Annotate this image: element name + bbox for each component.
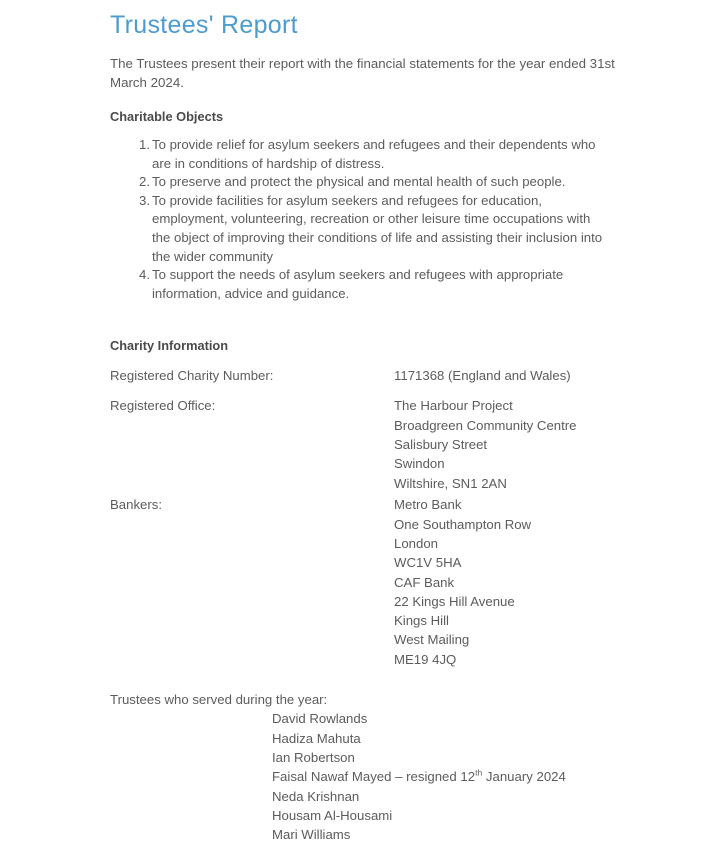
list-item [272, 825, 670, 844]
document-content [110, 10, 670, 844]
trustee-name: Faisal Nawaf Mayed – resigned 12 [272, 769, 476, 785]
trustee-name: Mari Williams [272, 827, 351, 843]
list-item-text: To preserve and protect the physical and mental health of such people. [152, 174, 566, 190]
charitable-objects-list [110, 136, 610, 303]
list-item [272, 729, 670, 748]
trustee-note: January 2024 [482, 769, 566, 785]
list-item [110, 192, 610, 266]
list-item-number: 1. [139, 137, 150, 152]
list-item [110, 173, 610, 192]
list-item [272, 767, 670, 786]
list-item-text: To provide facilities for asylum seekers and refugees for education, employment, volunteering, recreation or other leisure time occupations with the object of improving their conditions of life and assisting their inclusion into the wider community [152, 192, 603, 264]
info-label: Bankers: [110, 497, 163, 513]
address-line: Broadgreen Community Centre [394, 417, 577, 433]
address-line: West Mailing [394, 632, 470, 648]
charity-information-heading: Charity Information [110, 338, 229, 354]
info-row-registered-office [110, 396, 670, 495]
info-label: Registered Office: [110, 398, 216, 414]
info-row-bankers [110, 495, 670, 673]
address-line: 22 Kings Hill Avenue [394, 593, 515, 609]
address-line: CAF Bank [394, 574, 455, 590]
list-item [110, 136, 610, 173]
address-line: Metro Bank [394, 497, 462, 513]
address-line: London [394, 535, 439, 551]
address-line: The Harbour Project [394, 398, 513, 414]
address-line: Salisbury Street [394, 436, 488, 452]
list-item [272, 806, 670, 825]
address-line: Kings Hill [394, 613, 449, 629]
list-item-number: 2. [139, 174, 150, 190]
list-item-number: 3. [139, 192, 150, 208]
info-row-registered-charity-number [110, 366, 670, 385]
address-line: WC1V 5HA [394, 555, 462, 571]
trustee-name: Ian Robertson [272, 749, 355, 765]
info-label: Registered Charity Number: [110, 368, 274, 384]
list-item-text: To support the needs of asylum seekers and refugees with appropriate information, advice and guidance. [152, 267, 564, 301]
list-item [272, 787, 670, 806]
intro-paragraph: The Trustees present their report with the financial statements for the year ended 31st March 2024. [110, 56, 615, 90]
list-item [272, 748, 670, 767]
trustees-list [110, 709, 670, 844]
list-item-text: To provide relief for asylum seekers and refugees and their dependents who are in conditions of hardship of distress. [152, 137, 596, 171]
charitable-objects-heading: Charitable Objects [110, 109, 224, 124]
list-item-number: 4. [139, 267, 150, 283]
charity-information-section [110, 337, 670, 673]
trustees-section [110, 690, 670, 844]
address-line: One Southampton Row [394, 516, 532, 532]
list-item [110, 266, 610, 303]
page-title: Trustees' Report [110, 11, 298, 39]
trustee-name: Hadiza Mahuta [272, 730, 361, 746]
info-value: 1171368 (England and Wales) [394, 368, 571, 384]
address-line: Swindon [394, 456, 445, 472]
registered-office-address [394, 396, 577, 492]
trustees-heading: Trustees who served during the year: [110, 692, 328, 708]
ordinal-suffix: th [475, 767, 483, 778]
bankers-addresses [394, 495, 531, 669]
trustee-name: David Rowlands [272, 711, 368, 727]
address-line: ME19 4JQ [394, 651, 457, 667]
address-line: Wiltshire, SN1 2AN [394, 475, 507, 491]
trustee-name: Housam Al-Housami [272, 807, 393, 823]
trustee-name: Neda Krishnan [272, 788, 360, 804]
